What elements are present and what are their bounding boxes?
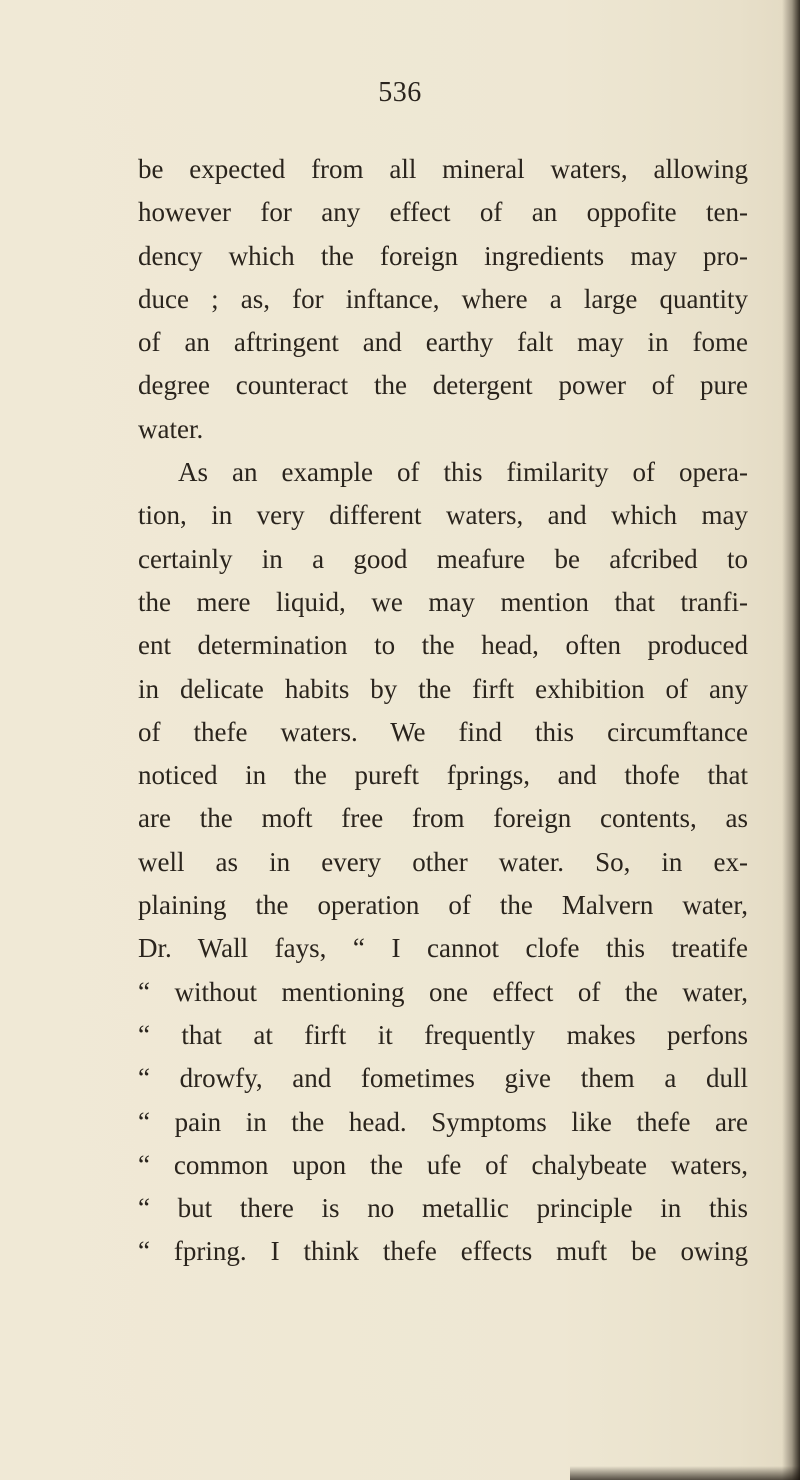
text-line: “ drowfy, and fometimes give them a dull: [138, 1063, 748, 1094]
page-edge-shadow: [782, 0, 800, 1480]
text-line: tion, in very different waters, and which may: [138, 500, 748, 531]
text-line: As an example of this fimilarity of opera-: [178, 457, 748, 488]
text-line: certainly in a good meafure be afcribed to: [138, 543, 748, 574]
text-line: “ common upon the ufe of chalybeate waters,: [138, 1149, 748, 1180]
text-line: “ without mentioning one effect of the water,: [138, 976, 748, 1007]
text-line: noticed in the pureft fprings, and thofe that: [138, 760, 748, 791]
text-line: be expected from all mineral waters, allowing: [138, 154, 748, 184]
text-line: degree counteract the detergent power of pure: [138, 370, 748, 401]
text-line: the mere liquid, we may mention that tranfi-: [138, 586, 748, 617]
text-line: dency which the foreign ingredients may pro-: [138, 240, 748, 271]
text-line: “ that at firft it frequently makes perfons: [138, 1019, 748, 1050]
text-line: are the moft free from foreign contents, as: [138, 803, 748, 834]
text-line: in delicate habits by the firft exhibition of any: [138, 673, 748, 704]
page-number: 536: [378, 77, 422, 108]
text-line: “ but there is no metallic principle in this: [138, 1193, 748, 1224]
page-corner-shadow: [570, 1466, 800, 1480]
text-line: however for any effect of an oppofite ten-: [138, 197, 748, 228]
text-line: Dr. Wall fays, “ I cannot clofe this treatife: [138, 933, 748, 964]
text-line: water.: [138, 413, 204, 444]
text-line: duce ; as, for inftance, where a large quantity: [138, 283, 748, 314]
text-line: of an aftringent and earthy falt may in fome: [138, 327, 748, 358]
text-line: “ fpring. I think thefe effects muft be owing: [138, 1236, 748, 1267]
body-text: [138, 148, 748, 1274]
text-line: of thefe waters. We find this circumftance: [138, 716, 748, 747]
text-line: “ pain in the head. Symptoms like thefe are: [138, 1106, 748, 1137]
text-line: well as in every other water. So, in ex-: [138, 846, 748, 877]
text-line: ent determination to the head, often produced: [138, 630, 748, 661]
text-line: plaining the operation of the Malvern water,: [138, 890, 748, 921]
